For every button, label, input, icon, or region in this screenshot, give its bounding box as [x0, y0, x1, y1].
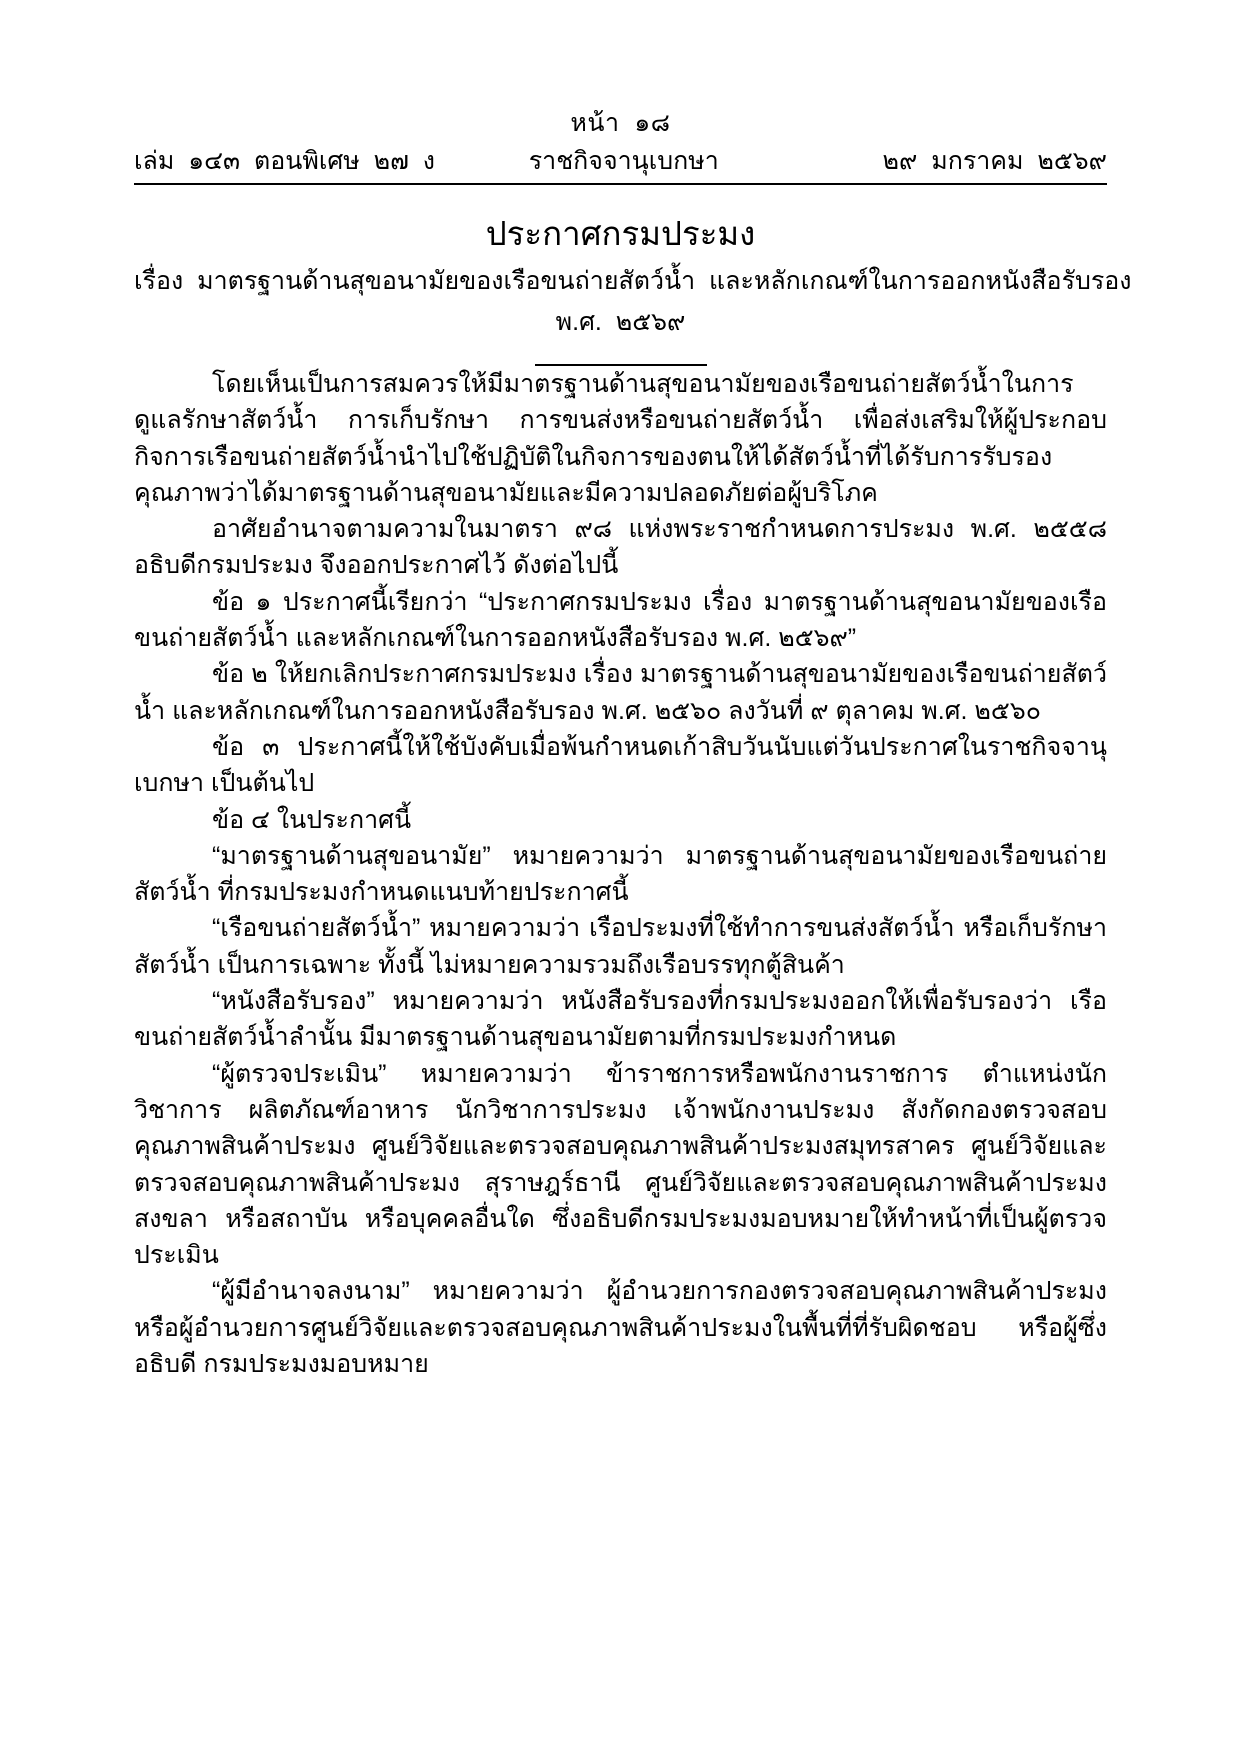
- document-subject: เรื่อง มาตรฐานด้านสุขอนามัยของเรือขนถ่ายสัตว์น้ำ และหลักเกณฑ์ในการออกหนังสือรับรอง: [134, 266, 1132, 295]
- header-row: [134, 145, 1107, 183]
- page-number-label: หน้า ๑๘: [570, 109, 671, 137]
- clause-paragraph-2: ข้อ ๒ ให้ยกเลิกประกาศกรมประมง เรื่อง มาตรฐานด้านสุขอนามัยของเรือขนถ่ายสัตว์น้ำ และหลักเกณฑ์ในการออกหนังสือรับรอง พ.ศ. ๒๕๖๐ ลงวันที่ ๙ ตุลาคม พ.ศ. ๒๕๖๐: [134, 660, 1107, 725]
- definition-paragraph-hygiene-standard: “มาตรฐานด้านสุขอนามัย” หมายความว่า มาตรฐานด้านสุขอนามัยของเรือขนถ่ายสัตว์น้ำ ที่กรมประมงกำหนดแนบท้ายประกาศนี้: [134, 841, 1107, 907]
- gazette-header: [134, 108, 1107, 185]
- gazette-name-label: ราชกิจจานุเบกษา: [528, 147, 719, 176]
- header-divider: [134, 183, 1107, 185]
- definition-paragraph-certificate: “หนังสือรับรอง” หมายความว่า หนังสือรับรองที่กรมประมงออกให้เพื่อรับรองว่า เรือขนถ่ายสัตว์น้ำลำนั้น มีมาตรฐานด้านสุขอนามัยตามที่กรมประมงกำหนด: [134, 987, 1107, 1052]
- body-paragraph: โดยเห็นเป็นการสมควรให้มีมาตรฐานด้านสุขอนามัยของเรือขนถ่ายสัตว์น้ำในการดูแลรักษาสัตว์น้ำ การเก็บรักษา การขนส่งหรือขนถ่ายสัตว์น้ำ เพื่อส่งเสริมให้ผู้ประกอบกิจการเรือขนถ่ายสัตว์น้ำนำไปใช้ปฏิบัติในกิจการของตนให้ได้สัตว์น้ำที่ได้รับการรับรองคุณภาพว่าได้มาตรฐานด้านสุขอนามัยและมีความปลอดภัยต่อผู้บริโภค: [134, 370, 1107, 507]
- definition-paragraph-signatory: “ผู้มีอำนาจลงนาม” หมายความว่า ผู้อำนวยการกองตรวจสอบคุณภาพสินค้าประมง หรือผู้อำนวยการศูนย์วิจัยและตรวจสอบคุณภาพสินค้าประมงในพื้นที่ที่รับผิดชอบ หรือผู้ซึ่งอธิบดี กรมประมงมอบหมาย: [134, 1277, 1107, 1379]
- definition-paragraph-inspector: “ผู้ตรวจประเมิน” หมายความว่า ข้าราชการหรือพนักงานราชการ ตำแหน่งนักวิชาการ ผลิตภัณฑ์อาหาร นักวิชาการประมง เจ้าพนักงานประมง สังกัดกองตรวจสอบคุณภาพสินค้าประมง ศูนย์วิจัยและตรวจสอบคุณภาพสินค้าประมงสมุทรสาคร ศูนย์วิจัยและตรวจสอบคุณภาพสินค้าประมง สุราษฎร์ธานี ศูนย์วิจัยและตรวจสอบคุณภาพสินค้าประมงสงขลา หรือสถาบัน หรือบุคคลอื่นใด ซึ่งอธิบดีกรมประมงมอบหมายให้ทำหน้าที่เป็นผู้ตรวจประเมิน: [134, 1059, 1107, 1270]
- document-body: [134, 366, 1107, 1382]
- clause-paragraph-3: ข้อ ๓ ประกาศนี้ให้ใช้บังคับเมื่อพ้นกำหนดเก้าสิบวันนับแต่วันประกาศในราชกิจจานุเบกษา เป็นต้นไป: [134, 732, 1107, 798]
- volume-issue-label: เล่ม ๑๔๓ ตอนพิเศษ ๒๗ ง: [134, 147, 435, 176]
- definition-paragraph-carrier-vessel: “เรือขนถ่ายสัตว์น้ำ” หมายความว่า เรือประมงที่ใช้ทำการขนส่งสัตว์น้ำ หรือเก็บรักษาสัตว์น้ำ เป็นการเฉพาะ ทั้งนี้ ไม่หมายความรวมถึงเรือบรรทุกตู้สินค้า: [134, 914, 1107, 979]
- title-block: [134, 212, 1132, 366]
- publication-date-label: ๒๙ มกราคม ๒๕๖๙: [882, 147, 1107, 176]
- clause-paragraph-4: ข้อ ๔ ในประกาศนี้: [212, 805, 412, 834]
- document-title: ประกาศกรมประมง: [485, 215, 756, 252]
- clause-paragraph-1: ข้อ ๑ ประกาศนี้เรียกว่า “ประกาศกรมประมง เรื่อง มาตรฐานด้านสุขอนามัยของเรือขนถ่ายสัตว์น้ำ และหลักเกณฑ์ในการออกหนังสือรับรอง พ.ศ. ๒๕๖๙”: [134, 587, 1107, 653]
- document-year: พ.ศ. ๒๕๖๙: [555, 308, 686, 337]
- body-paragraph: อาศัยอำนาจตามความในมาตรา ๙๘ แห่งพระราชกำหนดการประมง พ.ศ. ๒๕๕๘ อธิบดีกรมประมง จึงออกประกาศไว้ ดังต่อไปนี้: [134, 515, 1107, 580]
